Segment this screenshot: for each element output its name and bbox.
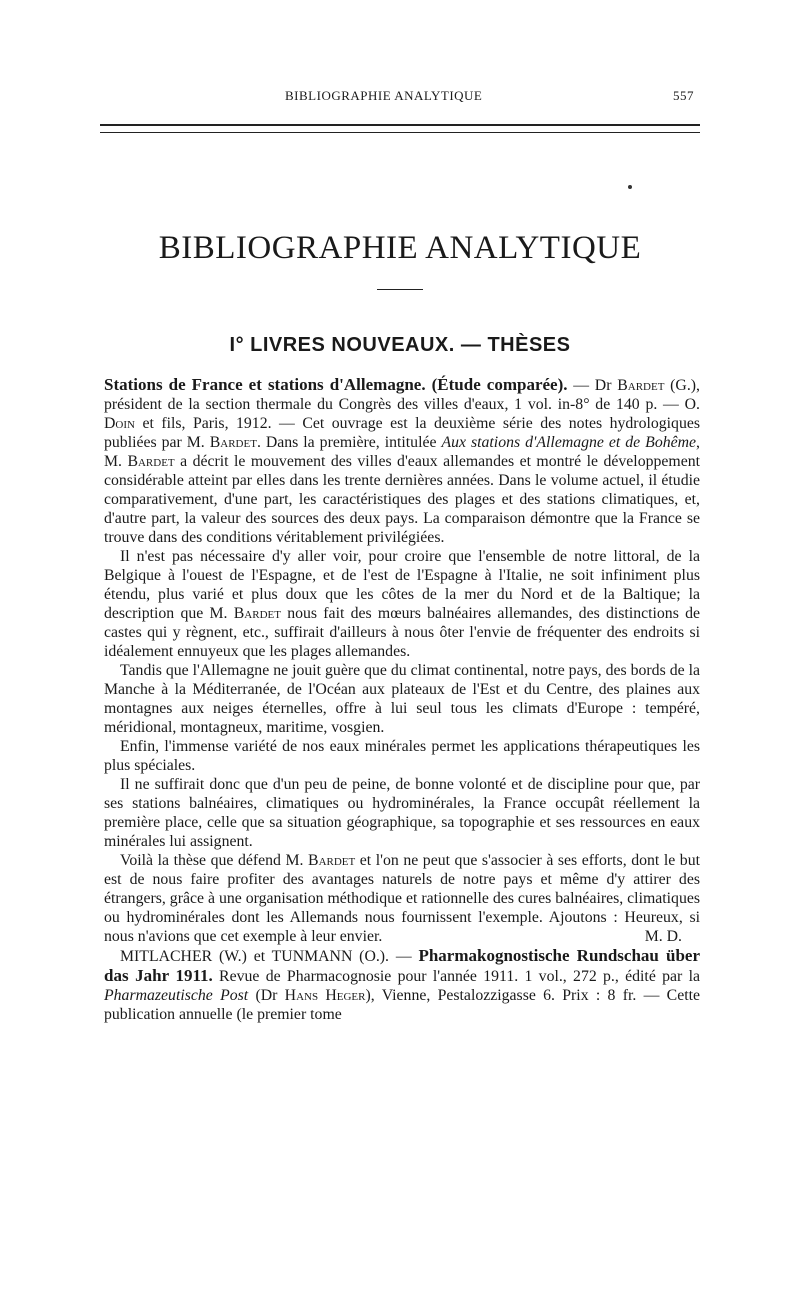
book-title: Aux stations d'Allemagne et de Bohême bbox=[441, 434, 697, 451]
text-run: (G.), président de la section thermale du Congrès des villes d'eaux, 1 vol. in-8° de 140 p. — O. bbox=[104, 377, 700, 413]
entry-2-paragraph bbox=[104, 946, 700, 1024]
section-title: I° LIVRES NOUVEAUX. — THÈSES bbox=[229, 334, 571, 356]
entry-1-paragraph-6 bbox=[104, 851, 700, 946]
author-name: Bardet bbox=[209, 434, 257, 451]
text-run: . Dans la première, intitulée bbox=[256, 434, 442, 451]
entry-2-title: Pharmakognostische Rundschau über das Jahr 1911. bbox=[104, 946, 700, 985]
entry-1-paragraph-4: Enfin, l'immense variété de nos eaux minérales permet les applications thérapeutiques les plus spéciales. bbox=[104, 738, 700, 774]
entry-1-paragraph-2 bbox=[104, 547, 700, 661]
text-run: Revue de Pharmacognosie pour l'année 1911. 1 vol., 272 p., édité par la bbox=[212, 968, 700, 985]
author-name: Bardet bbox=[233, 605, 281, 622]
signature: M. D. bbox=[644, 928, 682, 945]
ink-dot bbox=[628, 185, 632, 189]
body-text bbox=[104, 375, 700, 1024]
text-run: — Dr bbox=[567, 377, 618, 394]
text-run: et l'on ne peut que s'associer à ses efforts, dont le but est de nous faire profiter des avantages naturels de notre pays et même d'y attirer des étrangers, grâce à une organisation méthodique et rationnelle des cures balnéaires, climatiques ou hydrominérales dont les Allemands nous fournissent l'exemple. Ajoutons : Heureux, si nous n'avions que cet exemple à leur envier. bbox=[104, 852, 700, 945]
main-title: BIBLIOGRAPHIE ANALYTIQUE bbox=[158, 230, 642, 266]
author-name: Bardet bbox=[617, 377, 665, 394]
text-run: (Dr bbox=[248, 987, 285, 1004]
text-run: Il n'est pas nécessaire d'y aller voir, pour croire que l'ensemble de notre littoral, de la Belgique à l'ouest de l'Espagne, et de l'est de l'Espagne à l'Italie, ne soit infiniment plus étendu, plus varié et plus doux que les côtes de la mer du Nord et de la Baltique; la description que M. bbox=[104, 548, 700, 622]
author-name: Bardet bbox=[127, 453, 175, 470]
header-rule bbox=[100, 124, 700, 133]
publisher-name: Doin bbox=[104, 415, 135, 432]
text-run: ), Vienne, Pestalozzigasse 6. Prix : 8 fr. — Cette publication annuelle (le premier tome bbox=[104, 987, 701, 1023]
title-rule bbox=[377, 289, 423, 290]
text-run: Voilà la thèse que défend M. bbox=[120, 852, 309, 869]
text-run: , M. bbox=[104, 434, 700, 470]
journal-title: Pharmazeutische Post bbox=[104, 987, 249, 1004]
text-run: et fils, Paris, 1912. — Cet ouvrage est la deuxième série des notes hydrologiques publiées par M. bbox=[104, 415, 700, 451]
text-run: a décrit le mouvement des villes d'eaux allemandes et montré le développement considérable atteint par elles dans les trente dernières années. Dans le volume actuel, il étudie comparativement, d'une part, les caractéristiques des plages et des stations climatiques, et, d'autre part, la valeur des sources des deux pays. La comparaison démontre que la France se trouve dans des conditions véritablement privilégiées. bbox=[104, 453, 700, 546]
text-run: nous fait des mœurs balnéaires allemandes, des distinctions de castes qui y règnent, etc., suffirait d'ailleurs à nous ôter l'envie de fréquenter des endroits si idéalement ennuyeux que les plages allemandes. bbox=[104, 605, 700, 660]
entry-1-paragraph-1 bbox=[104, 375, 700, 547]
entry-1-title: Stations de France et stations d'Allemagne. (Étude comparée). bbox=[104, 375, 568, 394]
entry-2-authors: MITLACHER (W.) et TUNMANN (O.). — bbox=[120, 948, 419, 965]
author-name: Bardet bbox=[308, 852, 356, 869]
entry-1-paragraph-5: Il ne suffirait donc que d'un peu de peine, de bonne volonté et de discipline pour que, par ses stations balnéaires, climatiques ou hydrominérales, la France occupât réellement la première place, celle que sa situation géographique, sa topographie et ses ressources en eaux minérales lui assignent. bbox=[104, 776, 700, 850]
editor-name: Hans Heger bbox=[284, 987, 366, 1004]
entry-1-paragraph-3: Tandis que l'Allemagne ne jouit guère que du climat continental, notre pays, des bords de la Manche à la Méditerranée, de l'Océan aux plateaux de l'Est et du Centre, des plaines aux montagnes aux neiges éternelles, offre à lui seul tous les climats d'Europe : tempéré, méridional, montagneux, maritime, vosgien. bbox=[104, 662, 700, 736]
running-head-title: BIBLIOGRAPHIE ANALYTIQUE bbox=[285, 88, 483, 103]
page-number: 557 bbox=[673, 88, 694, 103]
